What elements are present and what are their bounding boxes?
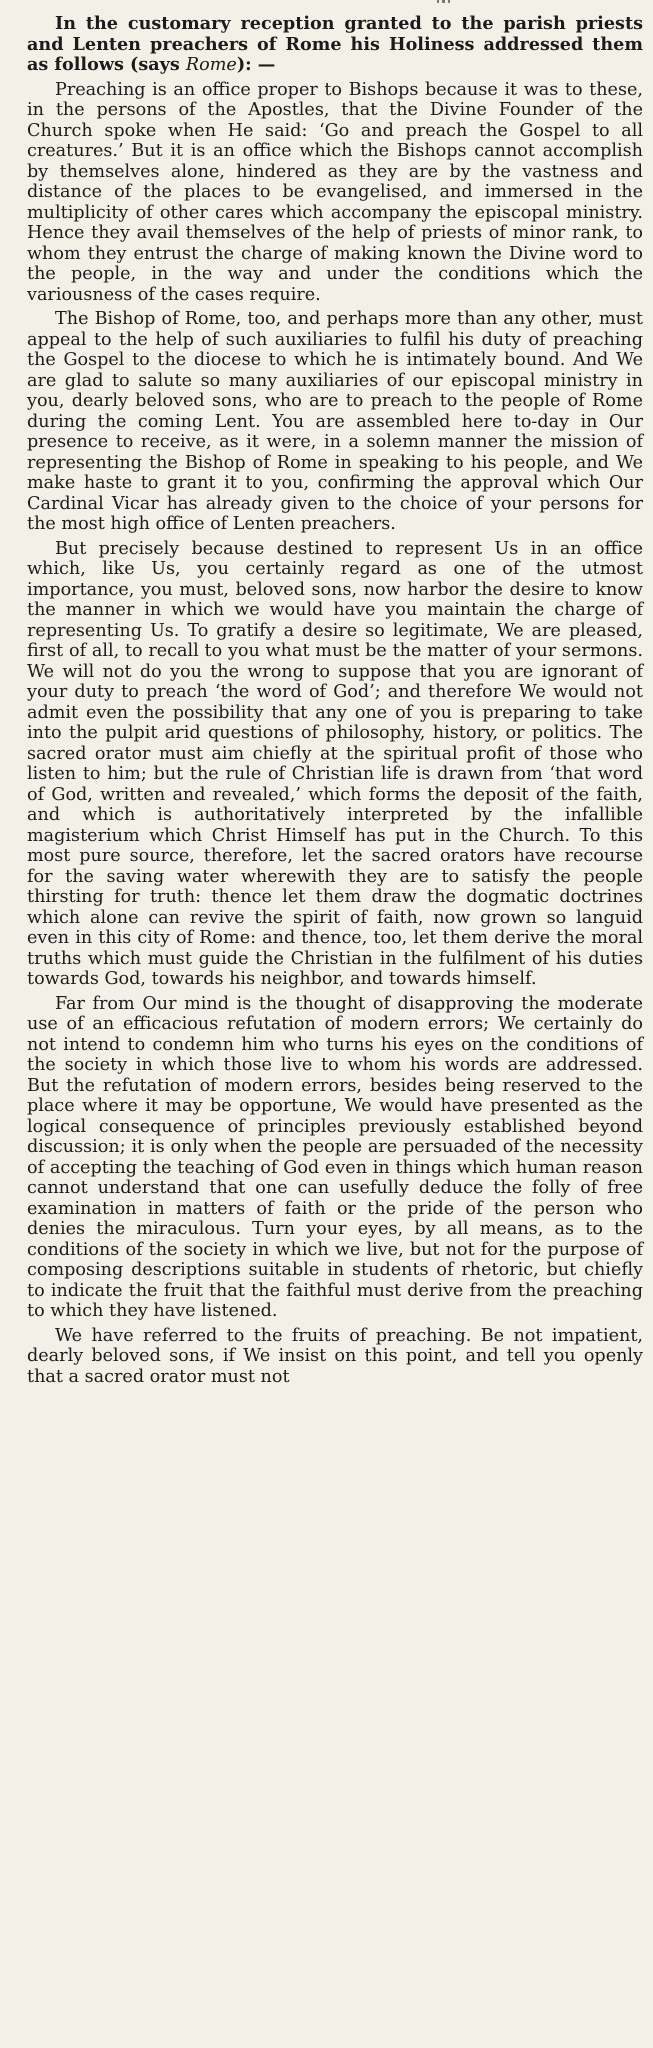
intro-tail: ): — <box>236 54 276 75</box>
paragraph-bishop-of-rome: The Bishop of Rome, too, and perhaps more than any other, must appeal to the help of such auxiliaries to fulfil his duty of preaching the Gospel to the diocese to which he is intimately bound. And We are glad to salute so many auxiliaries of our episcopal ministry in you, dearly beloved sons, who are to preach to the people of Rome during the coming Lent. You are assembled here to-day in Our presence to receive, as it were, in a solemn manner the mission of representing the Bishop of Rome in speaking to his people, and We make haste to grant it to you, confirming the approval which Our Cardinal Vicar has already given to the choice of your persons for the most high office of Lenten preachers. <box>27 309 643 534</box>
intro-paragraph <box>27 14 643 76</box>
paragraph-fruits-of-preaching: We have referred to the fruits of preaching. Be not impatient, dearly beloved sons, if We insist on this point, and tell you openly that a sacred orator must not <box>27 1325 643 1387</box>
intro-text: In the customary reception granted to the parish priests and Lenten preachers of Rome his Holiness addressed them as follows (says <box>27 13 643 75</box>
paragraph-preaching-office: Preaching is an office proper to Bishops because it was to these, in the persons of the Apostles, that the Divine Founder of the Church spoke when He said: ‘Go and preach the Gospel to all creatures.’ But it is an office which the Bishops cannot accomplish by themselves alone, hindered as they are by the vastness and distance of the places to be evangelised, and immersed in the multiplicity of other cares which accompany the episcopal ministry. Hence they avail themselves of the help of priests of minor rank, to whom they entrust the charge of making known the Divine word to the people, in the way and under the conditions which the variousness of the cases require. <box>27 79 643 305</box>
print-speck <box>437 0 451 4</box>
source-name: Rome <box>185 55 237 75</box>
paragraph-modern-errors: Far from Our mind is the thought of disapproving the moderate use of an efficacious refutation of modern errors; We certainly do not intend to condemn him who turns his eyes on the conditions of the society in which those live to whom his words are addressed. But the refutation of modern errors, besides being reserved to the place where it may be opportune, We would have presented as the logical consequence of principles previously established beyond discussion; it is only when the people are persuaded of the necessity of accepting the teaching of God even in things which human reason cannot understand that one can usefully deduce the folly of free examination in matters of faith or the pride of the person who denies the miraculous. Turn your eyes, by all means, as to the conditions of the society in which we live, but not for the purpose of composing descriptions suitable in students of rhetoric, but chiefly to indicate the fruit that the faithful must derive from the preaching to which they have listened. <box>27 993 643 1321</box>
article-column <box>27 14 643 1387</box>
paragraph-matter-of-sermons: But precisely because destined to represent Us in an office which, like Us, you certainly regard as one of the utmost importance, you must, beloved sons, now harbor the desire to know the manner in which we would have you maintain the charge of representing Us. To gratify a desire so legitimate, We are pleased, first of all, to recall to you what must be the matter of your sermons. We will not do you the wrong to suppose that you are ignorant of your duty to preach ‘the word of God’; and therefore We would not admit even the possibility that any one of you is preparing to take into the pulpit arid questions of philosophy, history, or politics. The sacred orator must aim chiefly at the spiritual profit of those who listen to him; but the rule of Christian life is drawn from ‘that word of God, written and revealed,’ which forms the deposit of the faith, and which is authoritatively interpreted by the infallible magisterium which Christ Himself has put in the Church. To this most pure source, therefore, let the sacred orators have recourse for the saving water wherewith they are to satisfy the people thirsting for truth: thence let them draw the dogmatic doctrines which alone can revive the spirit of faith, now grown so languid even in this city of Rome: and thence, too, let them derive the moral truths which must guide the Christian in the fulfilment of his duties towards God, towards his neighbor, and towards himself. <box>27 538 643 989</box>
